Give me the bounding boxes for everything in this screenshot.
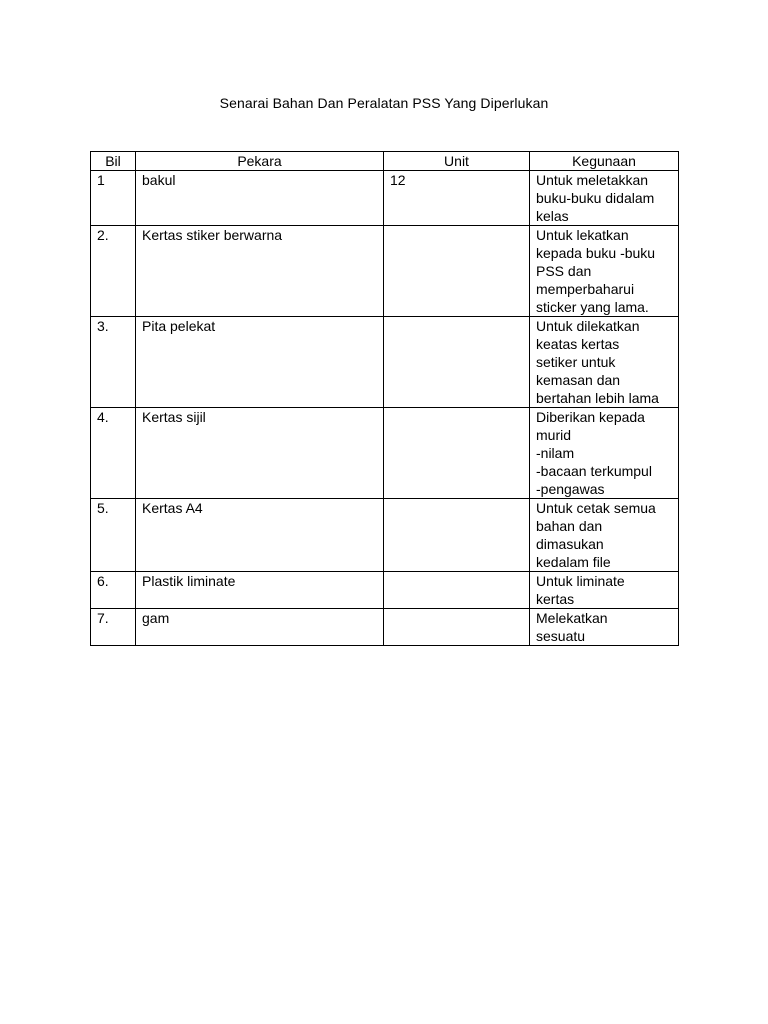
cell-pekara: gam (136, 609, 384, 646)
cell-kegunaan: Untuk meletakkan buku-buku didalam kelas (530, 171, 679, 226)
cell-bil: 3. (91, 317, 136, 408)
cell-bil: 5. (91, 499, 136, 572)
cell-kegunaan: Untuk dilekatkan keatas kertas setiker untuk kemasan dan bertahan lebih lama (530, 317, 679, 408)
cell-kegunaan: Untuk lekatkan kepada buku -buku PSS dan memperbaharui sticker yang lama. (530, 226, 679, 317)
table-header-row (91, 152, 679, 171)
cell-pekara: Kertas A4 (136, 499, 384, 572)
table-row (91, 226, 679, 317)
cell-kegunaan: Untuk liminate kertas (530, 572, 679, 609)
cell-bil: 6. (91, 572, 136, 609)
cell-unit (384, 226, 530, 317)
cell-pekara: bakul (136, 171, 384, 226)
table-row (91, 572, 679, 609)
cell-bil: 7. (91, 609, 136, 646)
table-row (91, 408, 679, 499)
cell-unit (384, 317, 530, 408)
cell-bil: 4. (91, 408, 136, 499)
header-kegunaan: Kegunaan (530, 152, 679, 171)
materials-table (90, 151, 679, 646)
cell-bil: 2. (91, 226, 136, 317)
table-row (91, 171, 679, 226)
cell-unit (384, 572, 530, 609)
cell-kegunaan: Diberikan kepada murid -nilam -bacaan terkumpul -pengawas (530, 408, 679, 499)
table-row (91, 499, 679, 572)
header-bil: Bil (91, 152, 136, 171)
cell-kegunaan: Melekatkan sesuatu (530, 609, 679, 646)
document-title: Senarai Bahan Dan Peralatan PSS Yang Diperlukan (219, 95, 549, 111)
header-unit: Unit (384, 152, 530, 171)
cell-bil: 1 (91, 171, 136, 226)
cell-pekara: Kertas stiker berwarna (136, 226, 384, 317)
cell-pekara: Kertas sijil (136, 408, 384, 499)
cell-unit (384, 499, 530, 572)
cell-unit (384, 609, 530, 646)
cell-kegunaan: Untuk cetak semua bahan dan dimasukan kedalam file (530, 499, 679, 572)
cell-pekara: Plastik liminate (136, 572, 384, 609)
cell-unit: 12 (384, 171, 530, 226)
table-row (91, 609, 679, 646)
table-row (91, 317, 679, 408)
header-pekara: Pekara (136, 152, 384, 171)
cell-pekara: Pita pelekat (136, 317, 384, 408)
cell-unit (384, 408, 530, 499)
